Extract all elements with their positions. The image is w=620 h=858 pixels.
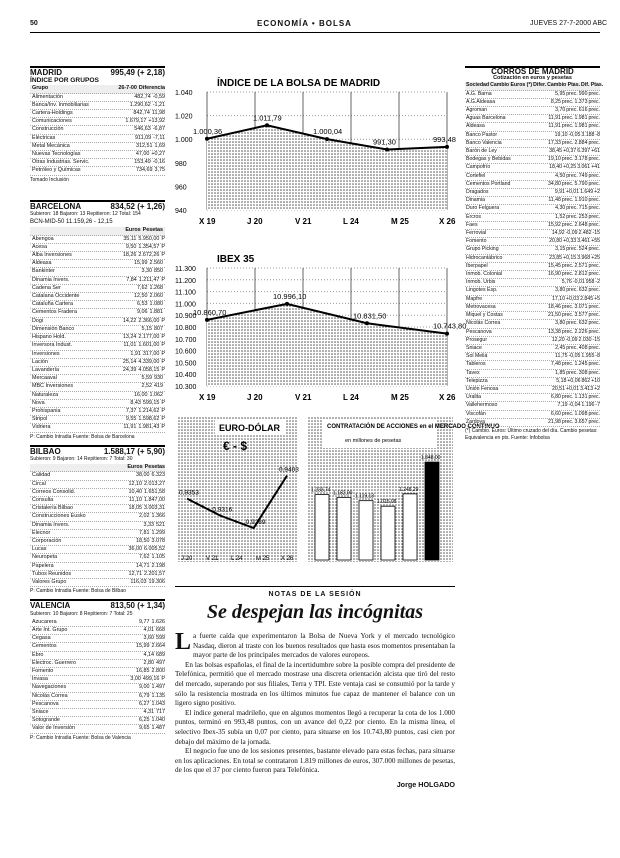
- corros-row: Pescanova 13,38 prec. 2.226 prec.: [465, 329, 600, 337]
- article-author: Jorge HOLGADO: [396, 779, 455, 789]
- bilbao-note: P: Cambio Intradia Fuente: Bolsa de Bilbao: [30, 588, 126, 595]
- bilbao-row: Circal 12,10 2.013,27: [30, 481, 165, 489]
- barcelona-row: Dinamia Invers. 7,84 1.211,47 P: [30, 277, 165, 285]
- data-point: [265, 123, 269, 127]
- corros-note: (*) Cambio. Euros: Último cruzado del día. Cambio pesetas: Equivalencia en pts. Fuente: Infobolsa: [465, 427, 598, 442]
- chart-ibex: [175, 248, 467, 408]
- corros-row: Banco Valencia 17,33 prec. 2.884 prec.: [465, 140, 600, 148]
- area-fill: [207, 304, 447, 386]
- data-point: [365, 321, 369, 325]
- y-tick-label: 10.600: [175, 348, 197, 356]
- x-tick-label: V 21: [295, 393, 312, 402]
- y-tick-label: 10.900: [175, 313, 197, 321]
- x-tick-label: L 24: [343, 217, 359, 226]
- chart-eurodollar-svg: [175, 414, 300, 564]
- corros-row: Telepizza 5,18 +0,06 862 +10: [465, 378, 600, 386]
- valencia-row: Nicolás Correa 6,79 1.135: [30, 693, 165, 701]
- corros-row: Zardoya 21,98 prec. 3.657 prec.: [465, 419, 600, 427]
- bar-label: 1.248,29: [399, 486, 419, 493]
- article-p4: El negocio fue uno de los sesiones presentes, bastante elevado para estas fechas, para situarse en los aplicaciones. En total se contrataron 1.819 millones de euros, 307.000 millones de pesetas, de los que el 37 por ciento fueron para Telefónica.: [175, 747, 455, 775]
- data-point: [385, 147, 389, 151]
- corros-row: Faes 15,92 prec. 2.648 prec.: [465, 222, 600, 230]
- corros-subtitle: Cotización en euros y pesetas: [493, 75, 572, 82]
- corros-row: A.G. Barna 5,95 prec. 990 prec.: [465, 91, 600, 99]
- barcelona-row: Naturaleza 16,00 1.062: [30, 392, 165, 400]
- bilbao-row: Dinamia Invers. 3,33 521: [30, 522, 165, 530]
- data-point: [445, 332, 449, 336]
- madrid-note: Tomado Inclusión: [30, 176, 69, 183]
- barcelona-row: Cadena Ser 7,62 1.268: [30, 285, 165, 293]
- y-tick-label: 11.300: [175, 266, 196, 273]
- x-tick-label: X 26: [439, 217, 456, 226]
- bilbao-header-row: Euros Pesetas: [30, 464, 165, 472]
- y-tick-label: 940: [175, 208, 187, 215]
- y-tick-label: 11.000: [175, 301, 196, 309]
- corros-row: Fomento 20,80 +0,33 3.461 +55: [465, 238, 600, 246]
- madrid-row: Alimentación 482,74 -0,59: [30, 94, 165, 102]
- valencia-row: Sotogrande 6,25 1.040: [30, 717, 165, 725]
- right-column: [465, 66, 604, 443]
- corros-row: Prosegur 12,20 -0,09 2.030 -15: [465, 337, 600, 345]
- corros-row: Sol Meliá 11,75 -0,05 1.955 -8: [465, 353, 600, 361]
- corros-row: Viscofán 6,60 prec. 1.098 prec.: [465, 411, 600, 419]
- chart-madrid-svg: [175, 72, 455, 232]
- data-label: 10.860,70: [193, 307, 227, 317]
- issue-date: JUEVES 27-7-2000 ABC: [530, 20, 608, 27]
- valencia-row: Ebro 4,14 689: [30, 652, 165, 660]
- corros-row: Dinamia 11,48 prec. 1.910 prec.: [465, 197, 600, 205]
- data-label: 1.000,04: [313, 127, 343, 137]
- bilbao-sub: Subieron: 9 Bajaron: 14 Repitieron: 7 Total: 30: [30, 455, 133, 462]
- bar-label: 1.233,74: [311, 487, 331, 494]
- valencia-row: Cementos 15,99 2.664: [30, 643, 165, 651]
- barcelona-row: Nova 8,43 599,15 P: [30, 400, 165, 408]
- madrid-row: Nuevas Tecnologías 47,00 +0,27: [30, 151, 165, 159]
- bar: [337, 497, 351, 560]
- bar: [359, 501, 373, 560]
- corros-row: Metrovacesa 18,46 prec. 3.071 prec.: [465, 304, 600, 312]
- bilbao-row: Papelera 14,71 2.198: [30, 563, 165, 571]
- article-p2: En las bolsas españolas, el final de la incertidumbre sobre la posible compra del presidente de Telefónica, permitió que el mercado mostrase una discreta orientación alcista que tiró del resto del mercado, superando por sus filiales, Terra y TPI. Este ventaja casi se consumió por la tarde y sólo la resistencia mostrada en los últimos minutos fue capaz de mantener el balance con un ligero signo positivo.: [175, 660, 455, 708]
- barcelona-row: Acesa 9,50 1.354,57 P: [30, 244, 165, 252]
- barcelona-row: Bankinter 3,30 850: [30, 268, 165, 276]
- bar: [425, 462, 439, 560]
- chart-title: CONTRATACIÓN DE ACCIONES en el MERCADO CONTINUO: [327, 424, 500, 430]
- barcelona-row: MBC Inversiones 2,52 419: [30, 383, 165, 391]
- corros-title: CORROS DE MADRID: [465, 66, 600, 75]
- valencia-header: VALENCIA 813,50 (+ 1,34): [30, 601, 165, 611]
- corros-row: Unión Fenosa 20,51 +0,01 3.413 +2: [465, 386, 600, 394]
- x-tick-label: V 21: [206, 556, 219, 562]
- x-tick-label: X 19: [199, 217, 216, 226]
- corros-row: Tavex 1,85 prec. 308 prec.: [465, 370, 600, 378]
- data-point: [205, 318, 209, 322]
- corros-row: Mapfre 17,10 +0,03 2.845 +5: [465, 296, 600, 304]
- valencia-sub: Subieron: 10 Bajaron: 8 Repitieron: 7 Total: 25: [30, 610, 133, 617]
- data-label: 991,30: [373, 137, 396, 147]
- data-label: 0,9289: [245, 519, 266, 527]
- y-tick-label: 10.500: [175, 360, 197, 368]
- valencia-row: Valor de Inversión 9,65 1.487: [30, 725, 165, 733]
- y-tick-label: 960: [175, 184, 187, 192]
- bar: [403, 494, 417, 560]
- x-tick-label: X 19: [199, 393, 216, 402]
- data-label: 10.743,80: [433, 321, 467, 331]
- y-tick-label: 11.100: [175, 289, 196, 297]
- bar: [381, 506, 395, 560]
- corros-row: Tableros 7,48 prec. 1.245 prec.: [465, 361, 600, 369]
- corros-row: Banco Pastor 19,10 -0,05 3.188 -8: [465, 132, 600, 140]
- page-number: 50: [30, 20, 38, 27]
- y-tick-label: 11.200: [175, 277, 196, 285]
- section-title: ECONOMÍA • BOLSA: [257, 19, 352, 28]
- y-tick-label: 10.800: [175, 325, 197, 332]
- valencia-note: P: Cambio Intradia Fuente: Bolsa de Valencia: [30, 734, 131, 741]
- corros-row: Ercros 1,52 prec. 253 prec.: [465, 214, 600, 222]
- bilbao-row: Corporación 18,50 3.078: [30, 538, 165, 546]
- bilbao-row: Correos Consolid. 10,40 1.651,58: [30, 489, 165, 497]
- bilbao-row: Neuropeta 7,62 1.105: [30, 554, 165, 562]
- data-label: 1.000,36: [193, 126, 223, 136]
- chart-volume: [305, 414, 500, 564]
- chart-title: IBEX 35: [217, 254, 255, 265]
- data-label: 0,9316: [212, 506, 233, 514]
- corros-row: Hidrocantábrico 23,85 +0,15 3.968 +25: [465, 255, 600, 263]
- valencia-row: Pescanova 6,27 1.043: [30, 701, 165, 709]
- article: [175, 586, 455, 790]
- chart-title: EURO-DÓLAR: [219, 423, 280, 433]
- bilbao-row: Calidad 38,00 6.323: [30, 472, 165, 480]
- barcelona-sub: Subieron: 18 Bajaron: 13 Repitieron: 12 Total: 154: [30, 211, 141, 218]
- corros-row: Duro Felguera 4,30 prec. 715 prec.: [465, 205, 600, 213]
- barcelona-row: Aldeasa 15,99 2.560: [30, 260, 165, 268]
- madrid-groups-table: [30, 85, 165, 175]
- bilbao-header: BILBAO 1.588,17 (+ 5,90): [30, 446, 165, 456]
- barcelona-row: Abengoa 35,11 5.950,00 P: [30, 236, 165, 244]
- valencia-row: Sniace 4,31 717: [30, 709, 165, 717]
- barcelona-row: Hispano Hold. 13,24 2.177,00 P: [30, 334, 165, 342]
- corros-row: Aguas Barcelona 11,91 prec. 1.981 prec.: [465, 115, 600, 123]
- barcelona-row: Lavandería 24,39 4.058,15 P: [30, 367, 165, 375]
- data-label: 993,48: [433, 134, 456, 144]
- corros-row: Vallehermoso 7,19 -0,04 1.196 -7: [465, 402, 600, 410]
- corros-row: Cementos Portland 34,80 prec. 5.790 prec.: [465, 181, 600, 189]
- article-p1: a fuerte caída que experimentaron la Bolsa de Nueva York y el mercado tecnológico Nasdaq, dieron al traste con los buenos resultados que hasta esos momentos presentaban la mayor parte de los principales mercados de valores europeos.: [193, 632, 455, 660]
- chart-ibex-svg: [175, 248, 467, 408]
- article-dropcap: L: [175, 629, 192, 655]
- x-tick-label: M 25: [391, 393, 409, 402]
- bar-label: 1.848,00: [421, 455, 441, 462]
- corros-row: Agroman 3,70 prec. 616 prec.: [465, 107, 600, 115]
- x-tick-label: M 25: [256, 556, 270, 562]
- corros-row: Iberpapel 15,45 prec. 2.571 prec.: [465, 263, 600, 271]
- barcelona-header-row: Euros Pesetas: [30, 227, 165, 235]
- left-column: [30, 66, 165, 743]
- bilbao-row: Valores Grupo 116,03 19.306: [30, 579, 165, 587]
- x-tick-label: L 24: [343, 393, 359, 402]
- corros-table: [465, 82, 604, 427]
- corros-row: Cortefiel 4,50 prec. 749 prec.: [465, 173, 600, 181]
- data-label: 1.011,79: [253, 113, 282, 123]
- x-tick-label: X 26: [439, 393, 456, 402]
- bilbao-row: Consulta 11,10 1.847,00: [30, 497, 165, 505]
- madrid-row: Cartera-Holdings 842,74 11,98: [30, 110, 165, 118]
- barcelona-row: Vidriera 11,91 1.981,43 P: [30, 424, 165, 432]
- bar-label: 1.119,13: [355, 493, 375, 500]
- bar-label: 1.015,08: [377, 499, 397, 506]
- y-tick-label: 10.700: [175, 336, 197, 344]
- corros-row: A.G.Aldeasa 8,25 prec. 1.373 prec.: [465, 99, 600, 107]
- barcelona-header: BARCELONA 834,52 (+ 1,26): [30, 201, 165, 211]
- valencia-table: [30, 619, 165, 734]
- chart-title: ÍNDICE DE LA BOLSA DE MADRID: [217, 78, 381, 89]
- madrid-row: Metal Mecánica 312,51 1,69: [30, 143, 165, 151]
- barcelona-note: P: Cambio Intradia Fuente: Bolsa de Barcelona: [30, 433, 135, 440]
- valencia-row: Invasa 3,00 499,16 P: [30, 676, 165, 684]
- barcelona-row: Inversiones 1,91 317,00 P: [30, 351, 165, 359]
- corros-row: Uralita 6,80 prec. 1.131 prec.: [465, 394, 600, 402]
- corros-row: Sniace 2,45 prec. 408 prec.: [465, 345, 600, 353]
- bar-label: 1.182,00: [333, 490, 353, 497]
- x-tick-label: J 20: [247, 217, 263, 226]
- barcelona-row: Mercaaval 5,59 930: [30, 375, 165, 383]
- madrid-row: Petróleo y Químicas 734,69 3,75: [30, 167, 165, 175]
- corros-row: Grupo Picking 3,15 prec. 524 prec.: [465, 246, 600, 254]
- valencia-row: Electroc. Guerrero 2,80 497: [30, 660, 165, 668]
- data-label: 0,9353: [179, 489, 199, 497]
- corros-row: Dragados 9,91 +0,01 1.649 +2: [465, 189, 600, 197]
- madrid-row: Construcción 546,63 -6,87: [30, 126, 165, 134]
- madrid-header: MADRID 995,49 (+ 2,18): [30, 68, 165, 77]
- bilbao-row: Tubos Reunidos 12,71 2.201,57: [30, 571, 165, 579]
- y-tick-label: 10.300: [175, 384, 197, 391]
- barcelona-row: Inversora Indust. 11,01 1.601,00 P: [30, 342, 165, 350]
- madrid-row: Banca/Inv. Inmobiliarias 1.290,62 -1,21: [30, 102, 165, 110]
- bilbao-row: Lucas 36,00 6.005,52: [30, 546, 165, 554]
- chart-subtitle: en millones de pesetas: [345, 438, 402, 444]
- corros-row: Nicolás Correa 3,80 prec. 632 prec.: [465, 320, 600, 328]
- corros-row: Ferrovial 14,92 -0,09 2.482 -15: [465, 230, 600, 238]
- x-tick-label: X 26: [281, 556, 294, 562]
- bilbao-row: Elecnor 7,81 1.299: [30, 530, 165, 538]
- y-tick-label: 1.020: [175, 113, 193, 121]
- madrid-row: Otras Industrias. Servic. 153,49 -0,16: [30, 159, 165, 167]
- y-tick-label: 1.000: [175, 137, 193, 145]
- x-tick-label: J 20: [181, 556, 193, 562]
- article-kicker: NOTAS DE LA SESIÓN: [268, 591, 362, 598]
- chart-eurodollar: [175, 414, 300, 564]
- data-point: [285, 302, 289, 306]
- barcelona-row: Stripol 9,55 1.598,62 P: [30, 416, 165, 424]
- data-label: 0,9403: [279, 466, 299, 474]
- barcelona-row: Catalana Occidente 12,50 2.060: [30, 293, 165, 301]
- madrid-row: Eléctricas 911,09 -7,11: [30, 135, 165, 143]
- barcelona-row: Prohispania 7,37 1.214,62 P: [30, 408, 165, 416]
- x-tick-label: V 21: [295, 217, 312, 226]
- data-point: [445, 145, 449, 149]
- valencia-row: Cegasa 3,60 599: [30, 635, 165, 643]
- x-tick-label: L 24: [231, 556, 243, 562]
- corros-row: Campofrío 18,40 +0,25 3.061 +41: [465, 164, 600, 172]
- corros-row: Lingotes Esp. 3,80 prec. 632 prec.: [465, 287, 600, 295]
- article-body: [175, 629, 455, 790]
- corros-row: Miquel y Costas 21,50 prec. 3.577 prec.: [465, 312, 600, 320]
- data-label: 10.831,50: [353, 311, 387, 321]
- barcelona-row: Dogi 14,22 2.366,00 P: [30, 318, 165, 326]
- barcelona-row: Alba Inversiones 18,26 2.672,26 P: [30, 252, 165, 260]
- madrid-row: Comunicaciones 1.679,17 +13,92: [30, 118, 165, 126]
- data-point: [205, 137, 209, 141]
- chart-madrid: [175, 72, 455, 232]
- bar: [315, 495, 329, 560]
- corros-row: Aldeasa 11,91 prec. 1.981 prec.: [465, 123, 600, 131]
- corros-row: Inmob. Urbis 5,76 -0,01 958 -2: [465, 279, 600, 287]
- bilbao-row: Cristalería Bilbao 18,05 3.003,31: [30, 505, 165, 513]
- barcelona-row: Cementos Fradera 9,06 1.881: [30, 309, 165, 317]
- currency-symbols: € - $: [223, 439, 248, 453]
- page-header: [0, 18, 620, 32]
- bilbao-table: [30, 464, 165, 587]
- y-tick-label: 1.040: [175, 90, 193, 97]
- madrid-header-row: Grupo 26-7-00 Diferencia: [30, 85, 165, 93]
- bilbao-row: Construcciones Eusko 2,02 1.366: [30, 513, 165, 521]
- valencia-row: Arte Int. Grupo 4,01 668: [30, 627, 165, 635]
- corros-row: Barón de Ley 38,45 +0,37 6.397 +61: [465, 148, 600, 156]
- y-tick-label: 10.400: [175, 372, 197, 380]
- valencia-row: Azucarera 9,77 1.626: [30, 619, 165, 627]
- barcelona-table: [30, 227, 165, 432]
- data-point: [325, 137, 329, 141]
- article-title: Se despejan las incógnitas: [206, 601, 424, 623]
- data-label: 10.996,10: [273, 291, 307, 301]
- valencia-row: Navegaciones 9,00 1.497: [30, 684, 165, 692]
- valencia-row: Fomento 16,85 2.800: [30, 668, 165, 676]
- y-tick-label: 980: [175, 160, 187, 168]
- barcelona-row: Lación 25,14 4.339,00 P: [30, 359, 165, 367]
- x-tick-label: J 20: [247, 393, 263, 402]
- chart-volume-svg: [305, 414, 500, 564]
- barcelona-row: Dimensión Banco 5,15 807: [30, 326, 165, 334]
- corros-row: Bodegas y Bebidas 19,10 prec. 3.178 prec.: [465, 156, 600, 164]
- corros-header-row: Sociedad Cambio Euros (*) Difer. Cambio Ptas. Dif. Ptas.: [465, 82, 600, 90]
- madrid-groups-title: ÍNDICE POR GRUPOS: [30, 77, 99, 85]
- article-p3: El índice general madrileño, que en algunos momentos llegó a recuperar la cota de los 1.000 puntos, terminó en 993,48 puntos, con un avance del 0,22 por ciento. En la misma línea, el selectivo Ibex-35 subía un 0,07 por ciento, para situarse en los 10.743,80 puntos, casi cien por debajo del máximo de la jornada.: [175, 708, 455, 746]
- barcelona-bcn: BCN-MID-50 11.159,26 - 12,15: [30, 219, 113, 226]
- x-tick-label: M 25: [391, 217, 409, 226]
- corros-row: Inmob. Colonial 16,90 prec. 2.812 prec.: [465, 271, 600, 279]
- barcelona-row: Cataluña Cartera 6,53 1.080: [30, 301, 165, 309]
